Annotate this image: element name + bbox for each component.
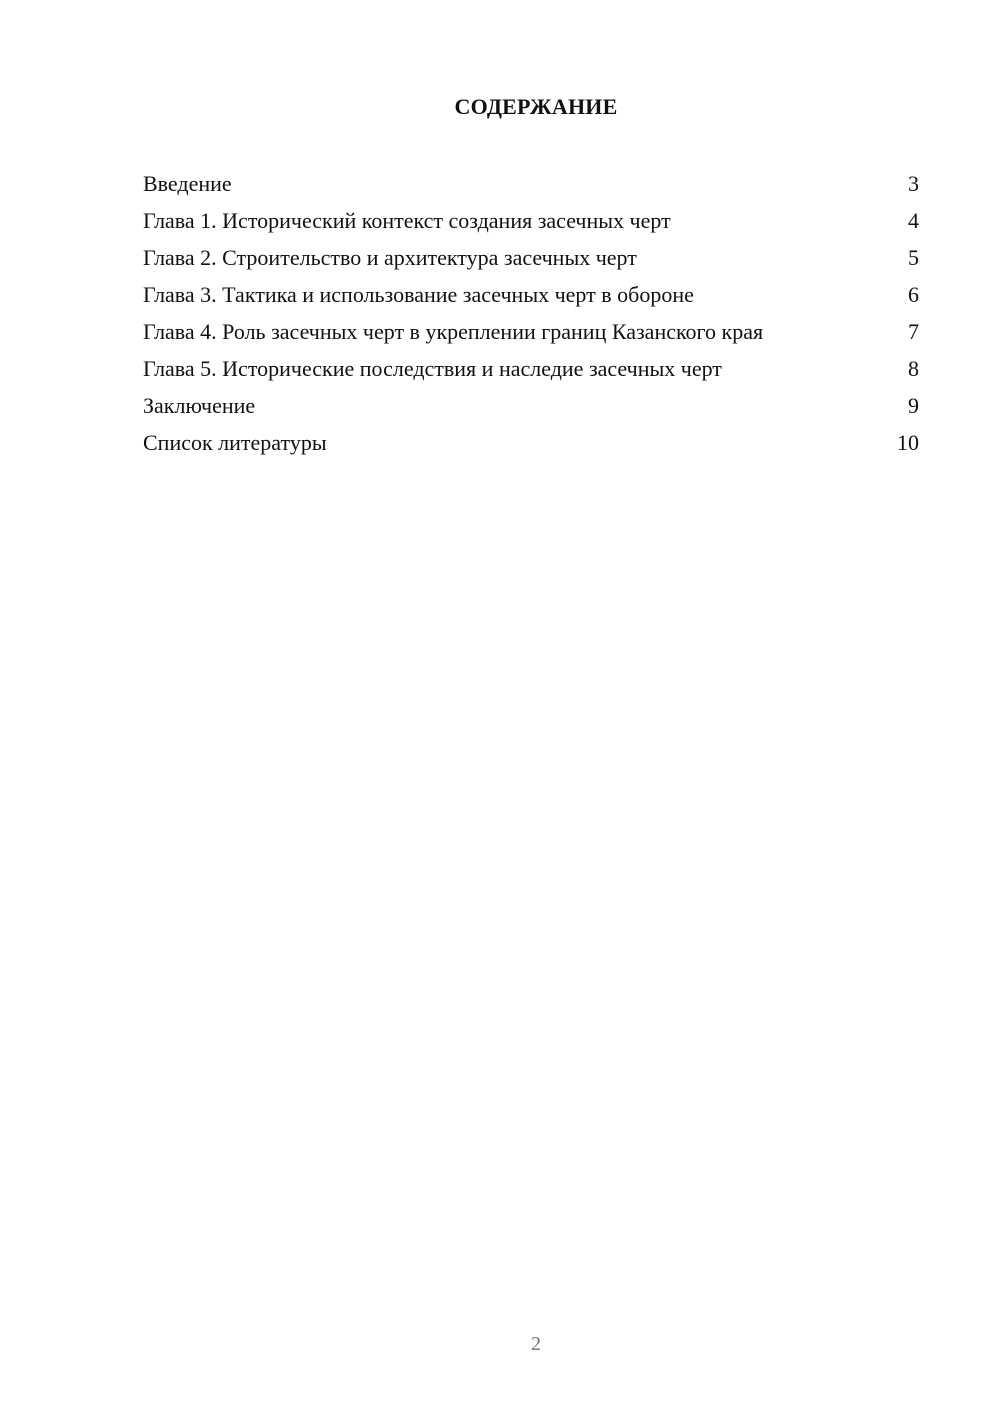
toc-entry	[143, 244, 919, 272]
toc-entry	[143, 281, 919, 309]
toc-entry-page: 9	[908, 393, 919, 418]
toc-entry-label: Список литературы	[143, 430, 327, 455]
toc-entry-page: 3	[908, 171, 919, 196]
toc-entry-label: Глава 3. Тактика и использование засечных черт в обороне	[143, 282, 694, 307]
toc-entry-label: Глава 2. Строительство и архитектура засечных черт	[143, 245, 637, 270]
toc-entry-label: Введение	[143, 171, 232, 196]
toc-entry-page: 10	[897, 430, 919, 455]
toc-entry-label: Глава 1. Исторический контекст создания засечных черт	[143, 208, 671, 233]
toc-entry	[143, 355, 919, 383]
page-number: 2	[531, 1333, 541, 1355]
toc-entry	[143, 170, 919, 198]
table-of-contents	[143, 170, 919, 466]
toc-entry	[143, 392, 919, 420]
toc-entry-label: Глава 5. Исторические последствия и наследие засечных черт	[143, 356, 722, 381]
toc-entry	[143, 207, 919, 235]
toc-entry-page: 5	[908, 245, 919, 270]
toc-entry-page: 7	[908, 319, 919, 344]
toc-entry-page: 4	[908, 208, 919, 233]
toc-entry-label: Заключение	[143, 393, 256, 418]
toc-entry-page: 6	[908, 282, 919, 307]
toc-entry-label: Глава 4. Роль засечных черт в укреплении границ Казанского края	[143, 319, 764, 344]
toc-entry	[143, 318, 919, 346]
toc-heading: СОДЕРЖАНИЕ	[454, 94, 618, 119]
toc-entry-page: 8	[908, 356, 919, 381]
toc-entry	[143, 429, 919, 457]
